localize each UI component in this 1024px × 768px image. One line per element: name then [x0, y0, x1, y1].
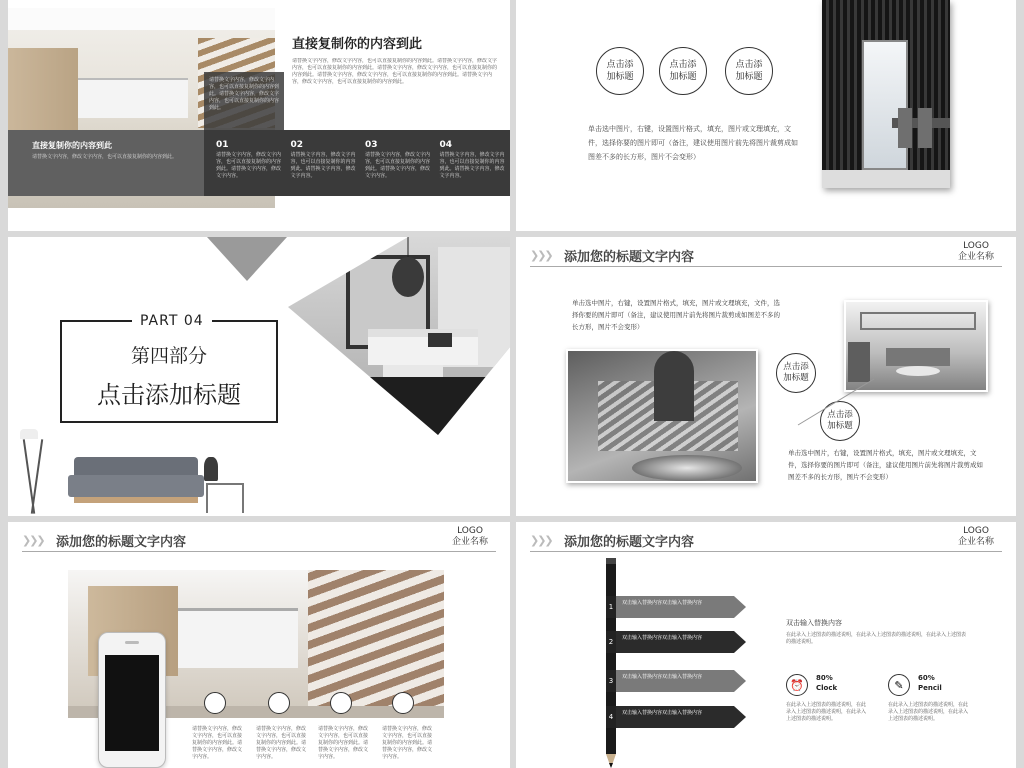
body-text-bottom: 单击选中图片，右键，设置图片格式，填充，图片或文理填充，文件，选择你要的图片即可（备注，建议使用图片前先将图片裁剪成如图差不多的长方形，图片不会变形） [788, 449, 983, 481]
body-text: 请替换文字内容，修改文字内容，也可以直接复制你的内容到此。请替换文字内容，修改文字内容，也可以直接复制你的内容到此。请替换文字内容，修改文字内容，也可以直接复制你的内容到此。请替换文字内容，修改文字内容，也可以直接复制你的内容到此。请替换文字内容，修改文字内容，也可以直接复制你的内容到此。 [292, 58, 497, 85]
body-text-top: 单击选中图片，右键，设置图片格式，填充，图片或文理填充，文件，选择你要的图片即可（备注，建议使用图片前先将图片裁剪成如图差不多的长方形，图片不会变形） [572, 299, 780, 331]
right-body: 在此录入上述图表的描述说明，在此录入上述图表的描述说明，在此录入上述图表的描述说明。 [786, 632, 967, 645]
step-text: 双击输入替换内容双击输入替换内容 [622, 674, 703, 680]
circle-icon [204, 692, 226, 714]
column-item [365, 140, 432, 192]
column-item [291, 140, 358, 192]
step-text: 双击输入替换内容双击输入替换内容 [622, 600, 703, 606]
step-number: 4 [606, 706, 616, 728]
step-number: 2 [606, 631, 616, 653]
stat-block-clock [786, 672, 886, 752]
title-circle [659, 47, 707, 95]
slide-header [516, 237, 1016, 269]
circle-label: 点击添加标题 [669, 60, 697, 82]
pencil-illustration [606, 558, 616, 768]
column-text: 请替换文字内容，修改文字内容，也可以直接复制你的内容到此。请替换文字内容，修改文字内容。 [256, 726, 307, 760]
stat-percent: 60% [918, 674, 935, 682]
step-text: 双击输入替换内容双击输入替换内容 [622, 635, 703, 641]
header-rule [22, 551, 496, 552]
column-text: 请替换文字内容，修改文字内容，也可以直接复制你的内容到此。请替换文字内容，修改文字内容。 [439, 152, 505, 179]
title-circle [725, 47, 773, 95]
phone-illustration [98, 632, 166, 768]
gray-triangle [207, 237, 287, 281]
overlay-text: 请替换文字内容，修改文字内容，也可以直接复制你的内容到此。请替换文字内容，修改文字内容，也可以直接复制你的内容到此。 [209, 77, 280, 111]
header-rule [530, 266, 1002, 267]
column-item [216, 140, 283, 192]
header-title: 添加您的标题文字内容 [56, 535, 187, 550]
logo-block [452, 526, 488, 548]
slide-title: 直接复制你的内容到此 [292, 37, 423, 52]
right-title: 双击输入替换内容 [786, 619, 842, 627]
icon-row [188, 692, 448, 718]
section-title: 点击添加标题 [97, 381, 241, 409]
logo-text: LOGO [457, 526, 483, 536]
band-title: 直接复制你的内容到此 [32, 141, 112, 150]
step-item[interactable] [606, 670, 746, 692]
band-text: 请替换文字内容，修改文字内容，也可以直接复制你的内容到此。 [32, 154, 178, 160]
column-text: 请替换文字内容，修改文字内容，也可以直接复制你的内容到此。请替换文字内容，修改文字内容。 [290, 152, 356, 179]
stat-label: Pencil [918, 684, 942, 692]
step-item[interactable] [606, 706, 746, 728]
circle-icon [392, 692, 414, 714]
chevron-arrows-icon: ❯❯❯ [22, 534, 44, 547]
company-name: 企业名称 [957, 537, 994, 547]
stat-text: 在此录入上述图表的描述说明，在此录入上述图表的描述说明，在此录入上述图表的描述说明。 [786, 702, 867, 722]
company-name: 企业名称 [451, 537, 488, 547]
chevron-arrows-icon: ❯❯❯ [530, 534, 552, 547]
stat-percent: 80% [816, 674, 833, 682]
column-text: 请替换文字内容，修改文字内容，也可以直接复制你的内容到此。请替换文字内容，修改文字内容。 [318, 726, 369, 760]
stat-text: 在此录入上述图表的描述说明，在此录入上述图表的描述说明，在此录入上述图表的描述说明。 [888, 702, 969, 722]
numbered-columns [216, 140, 506, 192]
circle-label: 点击添加标题 [783, 362, 809, 383]
circle-label: 点击添加标题 [606, 60, 634, 82]
slide-header [516, 522, 1016, 554]
band-left-panel [8, 130, 204, 196]
overlay-text-box [204, 72, 284, 130]
connector-line [796, 377, 876, 427]
clock-icon: ⏰ [786, 674, 808, 696]
column-text: 请替换文字内容，修改文字内容，也可以直接复制你的内容到此。请替换文字内容，修改文字内容。 [382, 726, 433, 760]
slide-header [8, 522, 510, 554]
circle-icon [330, 692, 352, 714]
logo-text: LOGO [963, 241, 989, 251]
stat-block-pencil [888, 672, 988, 752]
slide-thumbnail-6[interactable] [516, 522, 1016, 768]
living-room-diamond-photo [288, 237, 510, 437]
slide-thumbnail-5[interactable] [8, 522, 510, 768]
column-text: 请替换文字内容，修改文字内容，也可以直接复制你的内容到此。请替换文字内容，修改文字内容。 [216, 152, 282, 179]
slide-thumbnail-1[interactable] [8, 0, 510, 231]
pencil-icon: ✎ [888, 674, 910, 696]
circle-label: 点击添加标题 [735, 60, 763, 82]
column-item [440, 140, 507, 192]
company-name: 企业名称 [957, 252, 994, 262]
logo-block [958, 241, 994, 263]
circle-icon [268, 692, 290, 714]
header-title: 添加您的标题文字内容 [564, 250, 695, 265]
header-rule [530, 551, 1002, 552]
title-circle [596, 47, 644, 95]
column-number: 01 [216, 140, 229, 150]
staircase-photo [566, 349, 758, 483]
header-title: 添加您的标题文字内容 [564, 535, 695, 550]
part-label: PART 04 [132, 313, 212, 329]
column-text: 请替换文字内容，修改文字内容，也可以直接复制你的内容到此。请替换文字内容，修改文字内容。 [365, 152, 431, 179]
step-number: 1 [606, 596, 616, 618]
column-text: 请替换文字内容，修改文字内容，也可以直接复制你的内容到此。请替换文字内容，修改文字内容。 [192, 726, 243, 760]
section-label: 第四部分 [130, 345, 207, 367]
column-number: 04 [439, 140, 453, 150]
body-text: 单击选中图片，右键，设置图片格式，填充，图片或文理填充，文件，选择你要的图片即可（备注，建议使用图片前先将图片裁剪成如图差不多的长方形，图片不会变形） [588, 125, 798, 161]
slide-thumbnail-4[interactable] [516, 237, 1016, 516]
step-number: 3 [606, 670, 616, 692]
stat-label: Clock [816, 684, 838, 692]
slide-thumbnail-2[interactable] [516, 0, 1016, 231]
step-item[interactable] [606, 596, 746, 618]
slide-thumbnail-3[interactable] [8, 237, 510, 516]
dining-room-photo [822, 0, 950, 188]
logo-block [958, 526, 994, 548]
sofa-illustration [8, 427, 268, 516]
circle-label: 点击添加标题 [827, 410, 853, 431]
chevron-arrows-icon: ❯❯❯ [530, 249, 552, 262]
logo-text: LOGO [963, 526, 989, 536]
column-number: 03 [365, 140, 378, 150]
step-text: 双击输入替换内容双击输入替换内容 [622, 710, 703, 716]
step-item[interactable] [606, 631, 746, 653]
column-number: 02 [290, 140, 304, 150]
